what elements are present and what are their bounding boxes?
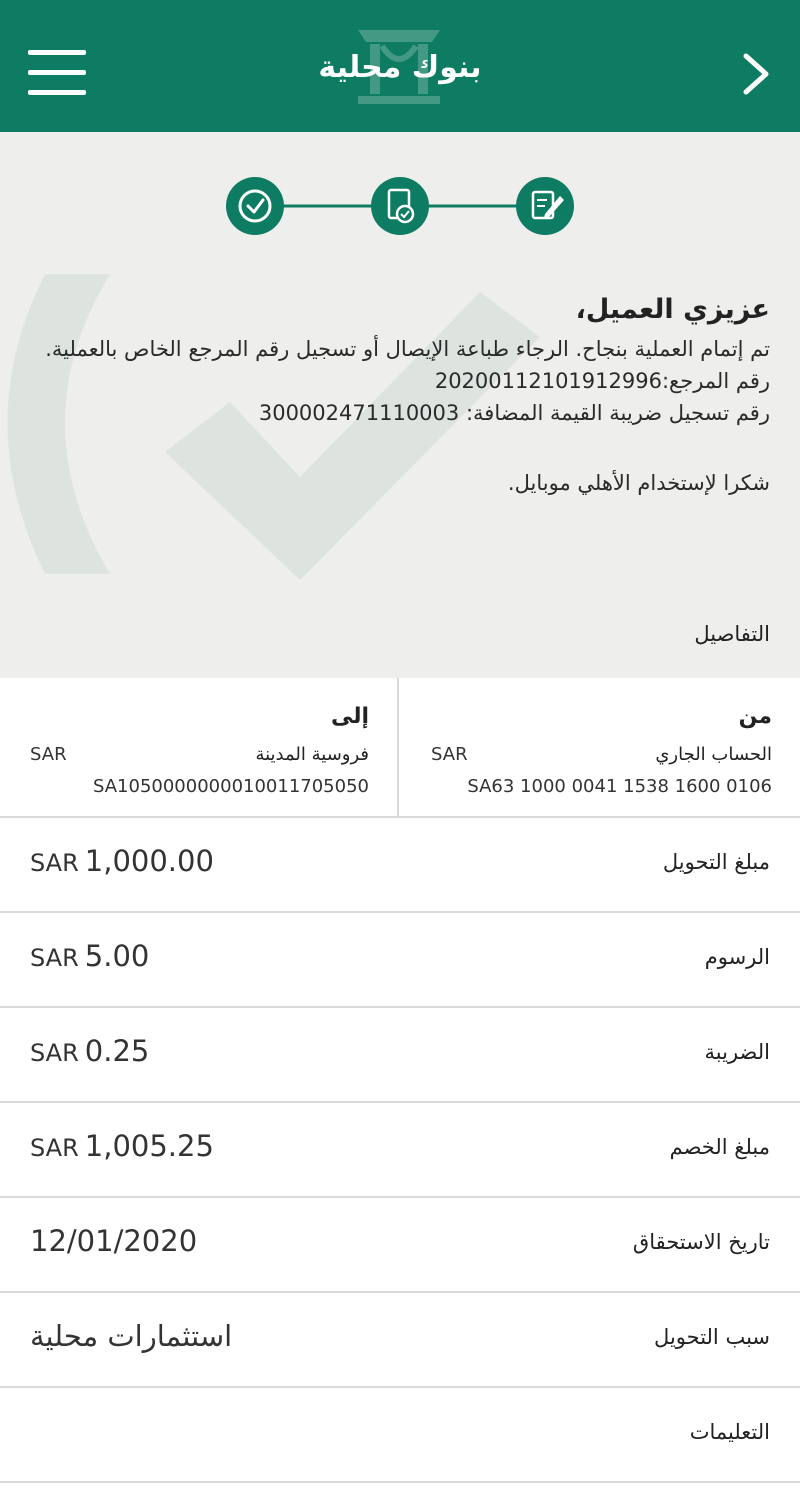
due-date-label: تاريخ الاستحقاق bbox=[632, 1230, 770, 1254]
chevron-right-icon[interactable] bbox=[740, 52, 772, 96]
vat-number: 300002471110003 bbox=[258, 401, 460, 425]
details-heading: التفاصيل bbox=[694, 622, 770, 646]
app-header bbox=[0, 0, 800, 132]
transfer-amount-value bbox=[30, 844, 214, 878]
tax-currency: SAR bbox=[30, 1039, 79, 1067]
to-account bbox=[0, 678, 399, 816]
row-debit-amount bbox=[0, 1103, 800, 1198]
debit-amount-value bbox=[30, 1129, 214, 1163]
reference-label: رقم المرجع: bbox=[661, 369, 770, 393]
from-heading: من bbox=[738, 704, 772, 729]
fees-number: 5.00 bbox=[84, 939, 150, 973]
tax-number: 0.25 bbox=[84, 1034, 150, 1068]
row-transfer-reason bbox=[0, 1293, 800, 1388]
transfer-amount-currency: SAR bbox=[30, 849, 79, 877]
to-iban: SA1050000000010011705050 bbox=[92, 776, 369, 797]
hamburger-menu-icon[interactable] bbox=[28, 50, 86, 96]
transfer-amount-number: 1,000.00 bbox=[84, 844, 214, 878]
to-currency: SAR bbox=[30, 744, 67, 765]
row-instructions bbox=[0, 1388, 800, 1483]
tax-value bbox=[30, 1034, 149, 1068]
vat-label: رقم تسجيل ضريبة القيمة المضافة: bbox=[465, 401, 770, 425]
confirmation-message bbox=[40, 294, 770, 499]
row-due-date bbox=[0, 1198, 800, 1293]
instructions-label: التعليمات bbox=[689, 1420, 770, 1444]
to-account-name: فروسية المدينة bbox=[255, 744, 369, 765]
page-title: بنوك محلية bbox=[318, 50, 482, 85]
tax-label: الضريبة bbox=[704, 1040, 770, 1064]
step-document-check-icon bbox=[371, 177, 429, 235]
row-tax bbox=[0, 1008, 800, 1103]
reference-number: 20200112101912996 bbox=[434, 369, 662, 393]
row-fees bbox=[0, 913, 800, 1008]
greeting: عزيزي العميل، bbox=[575, 294, 770, 325]
from-account bbox=[401, 678, 800, 816]
from-account-name: الحساب الجاري bbox=[655, 744, 772, 765]
transfer-parties bbox=[0, 678, 800, 818]
step-complete-check-icon bbox=[226, 177, 284, 235]
reason-label: سبب التحويل bbox=[654, 1325, 770, 1349]
confirmation-panel bbox=[0, 132, 800, 678]
transfer-amount-label: مبلغ التحويل bbox=[662, 850, 770, 874]
debit-amount-number: 1,005.25 bbox=[84, 1129, 214, 1163]
to-heading: إلى bbox=[330, 704, 369, 729]
due-date-value: 12/01/2020 bbox=[30, 1224, 198, 1258]
success-message: تم إتمام العملية بنجاح. الرجاء طباعة الإيصال أو تسجيل رقم المرجع الخاص بالعملية. bbox=[45, 337, 770, 361]
fees-currency: SAR bbox=[30, 944, 79, 972]
fees-value bbox=[30, 939, 149, 973]
progress-stepper bbox=[0, 174, 800, 238]
stepper-graphic bbox=[0, 174, 800, 238]
reference-line bbox=[40, 365, 770, 397]
thanks-message: شكرا لإستخدام الأهلي موبايل. bbox=[507, 471, 770, 495]
debit-amount-currency: SAR bbox=[30, 1134, 79, 1162]
vat-line bbox=[40, 397, 770, 429]
reason-value: استثمارات محلية bbox=[30, 1319, 233, 1353]
fees-label: الرسوم bbox=[704, 945, 770, 969]
step-edit-form-icon bbox=[516, 177, 574, 235]
debit-amount-label: مبلغ الخصم bbox=[669, 1135, 770, 1159]
from-iban: SA63 1000 0041 1538 1600 0106 bbox=[467, 776, 772, 797]
row-transfer-amount bbox=[0, 818, 800, 913]
from-currency: SAR bbox=[431, 744, 468, 765]
